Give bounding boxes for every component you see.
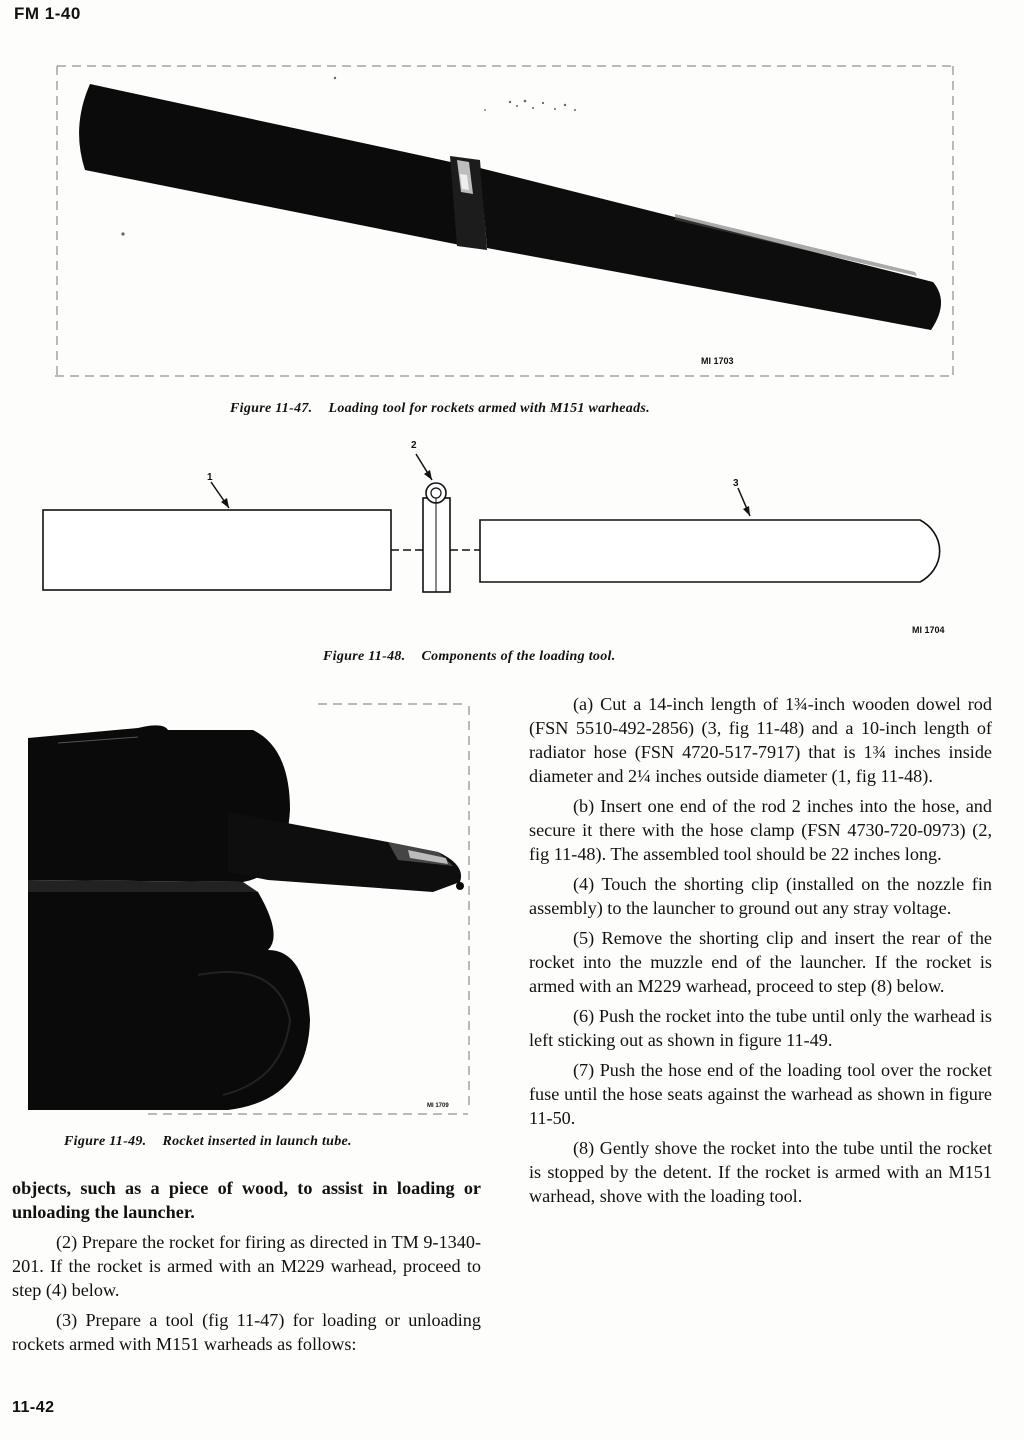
page-number: 11-42 [12, 1399, 55, 1416]
callout-1: 1 [207, 472, 213, 483]
figure-11-48-caption-text: Components of the loading tool. [421, 649, 616, 664]
paragraph-step-6: (6) Push the rocket into the tube until only the warhead is left sticking out as shown in figure 11-49. [529, 1006, 992, 1050]
document-id: FM 1-40 [14, 4, 81, 23]
figure-11-47-caption-text: Loading tool for rockets armed with M151 warheads. [328, 401, 650, 416]
figure-11-49-photo [28, 700, 478, 1120]
figure-11-48-diagram [30, 436, 970, 596]
loading-tool-photo-illustration [55, 62, 955, 380]
paragraph-step-3: (3) Prepare a tool (fig 11-47) for loading or unloading rockets armed with M151 warheads as follows: [12, 1310, 481, 1354]
left-column [12, 1176, 481, 1362]
paragraph-step-8: (8) Gently shove the rocket into the tube until the rocket is stopped by the detent. If the rocket is armed with an M151 warhead, shove with the loading tool. [529, 1138, 992, 1206]
callout-3: 3 [733, 478, 739, 489]
loading-tool-components-diagram [30, 436, 970, 596]
figure-11-49-code: MI 1709 [427, 1103, 449, 1109]
rod-component [480, 520, 940, 582]
figure-11-48-code: MI 1704 [912, 625, 945, 635]
paragraph-step-2: (2) Prepare the rocket for firing as directed in TM 9-1340-201. If the rocket is armed with an M229 warhead, proceed to step (4) below. [12, 1232, 481, 1300]
figure-11-47-code-label: MI 1703 [701, 356, 734, 366]
figure-11-49-caption [64, 1134, 352, 1150]
paragraph-step-b: (b) Insert one end of the rod 2 inches into the hose, and secure it there with the hose clamp (FSN 4730-720-0973) (2, fig 11-48). The assembled tool should be 22 inches long. [529, 796, 992, 864]
paragraph-step-4: (4) Touch the shorting clip (installed on the nozzle fin assembly) to the launcher to ground out any stray voltage. [529, 874, 992, 918]
figure-11-47-caption [230, 401, 650, 417]
callout-2: 2 [411, 440, 417, 451]
figure-11-47-photo [55, 62, 955, 380]
figure-11-48-caption [323, 649, 616, 665]
paragraph-step-7: (7) Push the hose end of the loading tool over the rocket fuse until the hose seats against the warhead as shown in figure 11-50. [529, 1060, 992, 1128]
paragraph-continued: objects, such as a piece of wood, to assist in loading or unloading the launcher. [12, 1178, 481, 1222]
right-column [529, 692, 992, 1214]
rocket-in-launch-tube-illustration [28, 700, 478, 1120]
figure-11-49-caption-text: Rocket inserted in launch tube. [162, 1134, 352, 1149]
figure-11-47-label: Figure 11-47. [230, 401, 313, 416]
figure-11-49-label: Figure 11-49. [64, 1134, 147, 1149]
paragraph-step-5: (5) Remove the shorting clip and insert the rear of the rocket into the muzzle end of the launcher. If the rocket is armed with an M229 warhead, proceed to step (8) below. [529, 928, 992, 996]
figure-11-48-label: Figure 11-48. [323, 649, 406, 664]
hose-component [43, 510, 391, 590]
paragraph-step-a: (a) Cut a 14-inch length of 1¾-inch wooden dowel rod (FSN 5510-492-2856) (3, fig 11-48) and a 10-inch length of radiator hose (FSN 4720-517-7917) that is 1¾ inches inside diameter and 2¼ inches outside diameter (1, fig 11-48). [529, 694, 992, 786]
